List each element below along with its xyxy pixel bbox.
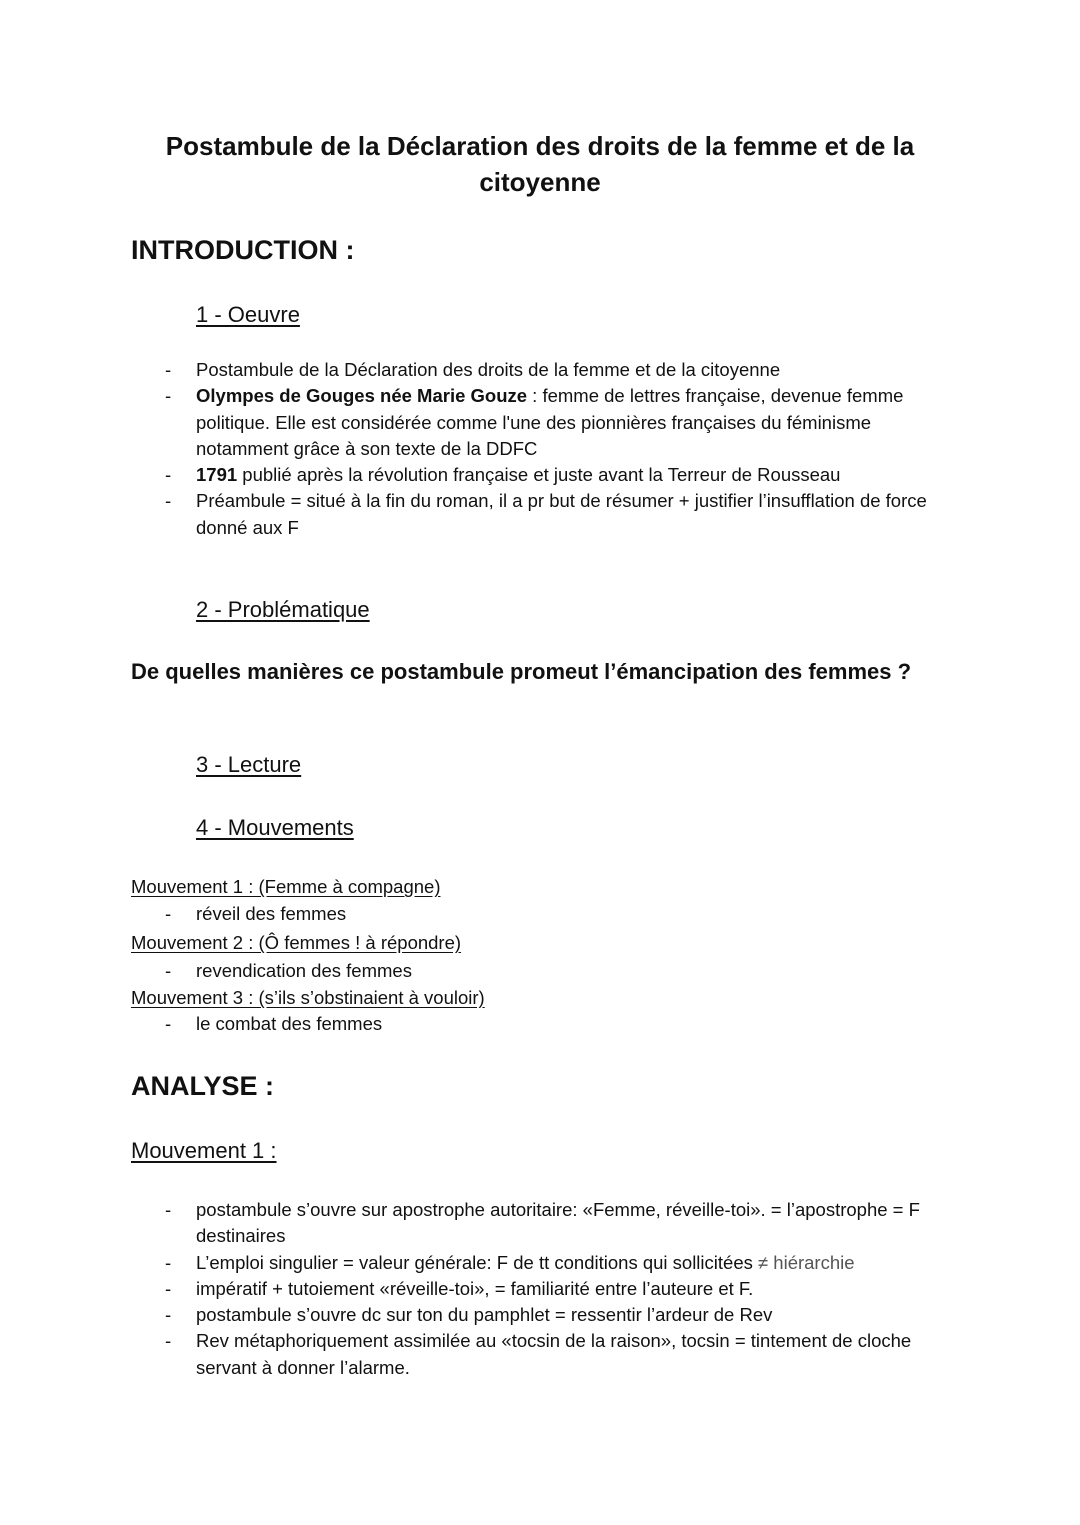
analyse-heading: ANALYSE :	[131, 1071, 275, 1101]
mouvement-3-label: Mouvement 3 : (s’ils s’obstinaient à vouloir)	[131, 987, 485, 1008]
introduction-heading: INTRODUCTION :	[131, 235, 355, 265]
list-item: - postambule s’ouvre sur apostrophe autoritaire: «Femme, réveille-toi». = l’apostrophe = F destinaires	[131, 1197, 951, 1250]
mouvement-2-label: Mouvement 2 : (Ô femmes ! à répondre)	[131, 932, 462, 953]
problematique-question: De quelles manières ce postambule promeut l’émancipation des femmes ?	[131, 659, 912, 684]
list-item: - Préambule = situé à la fin du roman, il a pr but de résumer + justifier l’insufflation de force donné aux F	[131, 488, 951, 541]
section-oeuvre-heading: 1 - Oeuvre	[196, 302, 300, 327]
oeuvre-list	[131, 357, 951, 541]
list-item: - 1791 publié après la révolution française et juste avant la Terreur de Rousseau	[131, 462, 951, 488]
mouvement-2-item: - revendication des femmes	[131, 958, 412, 984]
mouvement-3-item: - le combat des femmes	[131, 1011, 382, 1037]
list-item: - Rev métaphoriquement assimilée au «tocsin de la raison», tocsin = tintement de cloche servant à donner l’alarme.	[131, 1328, 951, 1381]
analyse-mouvement-1-heading: Mouvement 1 :	[131, 1138, 277, 1163]
section-lecture-heading: 3 - Lecture	[196, 752, 302, 777]
section-problematique-heading: 2 - Problématique	[196, 597, 370, 622]
list-item: - postambule s’ouvre dc sur ton du pamphlet = ressentir l’ardeur de Rev	[131, 1302, 951, 1328]
list-item: - L’emploi singulier = valeur générale: F de tt conditions qui sollicitées ≠ hiérarchie	[131, 1250, 951, 1276]
section-mouvements-heading: 4 - Mouvements	[196, 815, 354, 840]
document-title: Postambule de la Déclaration des droits de la femme et de la citoyenne	[165, 131, 915, 197]
margin-annotation: ≠ hiérarchie	[758, 1251, 855, 1273]
list-item: - impératif + tutoiement «réveille-toi», = familiarité entre l’auteure et F.	[131, 1276, 951, 1302]
list-item: - Postambule de la Déclaration des droits de la femme et de la citoyenne	[131, 357, 951, 383]
mouvement-1-label: Mouvement 1 : (Femme à compagne)	[131, 876, 441, 897]
analyse-list	[131, 1197, 951, 1381]
list-item: - Olympes de Gouges née Marie Gouze : femme de lettres française, devenue femme politique. Elle est considérée comme l'une des pionnières françaises du féminisme notamment grâce à son texte de la DDFC	[131, 383, 951, 462]
mouvement-1-item: - réveil des femmes	[131, 901, 346, 927]
